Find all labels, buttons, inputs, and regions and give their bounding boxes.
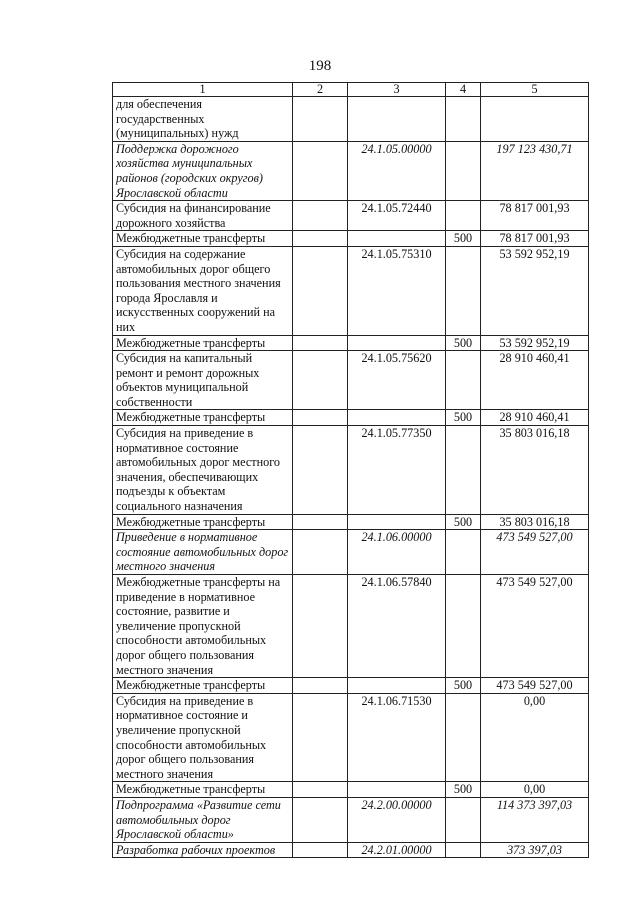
row-amount-cell: 35 803 016,18 <box>481 514 589 530</box>
row-expense-type-cell: 500 <box>446 514 481 530</box>
row-amount-cell: 78 817 001,93 <box>481 201 589 231</box>
row-expense-type-cell: 500 <box>446 678 481 694</box>
row-amount-cell: 197 123 430,71 <box>481 141 589 200</box>
table-row <box>113 141 589 200</box>
table-row <box>113 678 589 694</box>
row-column-2-cell <box>293 530 348 575</box>
row-expense-type-cell: 500 <box>446 782 481 798</box>
row-code-cell <box>348 335 446 351</box>
table-row <box>113 842 589 858</box>
row-name-cell: Субсидия на капитальный ремонт и ремонт дорожных объектов муниципальной собственности <box>113 351 293 410</box>
row-expense-type-cell <box>446 797 481 842</box>
row-expense-type-cell <box>446 246 481 335</box>
row-amount-cell: 373 397,03 <box>481 842 589 858</box>
row-code-cell <box>348 410 446 426</box>
table-row <box>113 575 589 678</box>
row-code-cell: 24.2.00.00000 <box>348 797 446 842</box>
row-column-2-cell <box>293 201 348 231</box>
row-name-cell: Приведение в нормативное состояние автомобильных дорог местного значения <box>113 530 293 575</box>
row-name-cell: Межбюджетные трансферты <box>113 231 293 247</box>
row-code-cell: 24.2.01.00000 <box>348 842 446 858</box>
row-code-cell: 24.1.05.77350 <box>348 426 446 515</box>
row-name-cell: Субсидия на приведение в нормативное состояние автомобильных дорог местного значения, обеспечивающих подъезды к объектам социального назначения <box>113 426 293 515</box>
row-code-cell <box>348 678 446 694</box>
table-row <box>113 231 589 247</box>
row-name-cell: Межбюджетные трансферты <box>113 514 293 530</box>
table-row <box>113 335 589 351</box>
row-amount-cell: 473 549 527,00 <box>481 530 589 575</box>
row-expense-type-cell: 500 <box>446 335 481 351</box>
row-amount-cell: 35 803 016,18 <box>481 426 589 515</box>
row-expense-type-cell: 500 <box>446 410 481 426</box>
row-column-2-cell <box>293 141 348 200</box>
table-row <box>113 530 589 575</box>
column-header-3: 3 <box>348 83 446 97</box>
row-name-cell: Межбюджетные трансферты <box>113 410 293 426</box>
row-column-2-cell <box>293 231 348 247</box>
row-name-cell: Поддержка дорожного хозяйства муниципальных районов (городских округов) Ярославской области <box>113 141 293 200</box>
table-row <box>113 410 589 426</box>
row-name-cell: Межбюджетные трансферты <box>113 782 293 798</box>
row-column-2-cell <box>293 246 348 335</box>
row-amount-cell: 28 910 460,41 <box>481 410 589 426</box>
row-name-cell: Межбюджетные трансферты на приведение в нормативное состояние, развитие и увеличение пропускной способности автомобильных дорог общего пользования местного значения <box>113 575 293 678</box>
row-amount-cell: 53 592 952,19 <box>481 246 589 335</box>
row-amount-cell: 53 592 952,19 <box>481 335 589 351</box>
row-column-2-cell <box>293 426 348 515</box>
table-row <box>113 797 589 842</box>
row-code-cell <box>348 782 446 798</box>
row-expense-type-cell <box>446 201 481 231</box>
row-column-2-cell <box>293 842 348 858</box>
row-amount-cell: 473 549 527,00 <box>481 575 589 678</box>
page-number: 198 <box>308 58 332 74</box>
row-name-cell: Субсидия на приведение в нормативное состояние и увеличение пропускной способности автомобильных дорог общего пользования местного значения <box>113 693 293 782</box>
row-name-cell: Субсидия на финансирование дорожного хозяйства <box>113 201 293 231</box>
row-column-2-cell <box>293 514 348 530</box>
row-name-cell: Подпрограмма «Развитие сети автомобильных дорог Ярославской области» <box>113 797 293 842</box>
row-code-cell: 24.1.05.00000 <box>348 141 446 200</box>
row-name-cell: для обеспечения государственных (муниципальных) нужд <box>113 97 293 142</box>
row-expense-type-cell <box>446 575 481 678</box>
row-expense-type-cell: 500 <box>446 231 481 247</box>
table-body <box>113 97 589 858</box>
row-name-cell: Субсидия на содержание автомобильных дорог общего пользования местного значения города Ярославля и искусственных сооружений на них <box>113 246 293 335</box>
table-row <box>113 514 589 530</box>
row-code-cell <box>348 514 446 530</box>
row-code-cell <box>348 97 446 142</box>
row-column-2-cell <box>293 797 348 842</box>
row-expense-type-cell <box>446 141 481 200</box>
row-code-cell: 24.1.05.72440 <box>348 201 446 231</box>
table-row <box>113 351 589 410</box>
row-name-cell: Разработка рабочих проектов <box>113 842 293 858</box>
row-name-cell: Межбюджетные трансферты <box>113 678 293 694</box>
budget-table <box>112 82 589 858</box>
row-column-2-cell <box>293 693 348 782</box>
table-row <box>113 693 589 782</box>
row-name-cell: Межбюджетные трансферты <box>113 335 293 351</box>
row-amount-cell: 78 817 001,93 <box>481 231 589 247</box>
row-code-cell: 24.1.05.75310 <box>348 246 446 335</box>
table-row <box>113 426 589 515</box>
column-header-1: 1 <box>113 83 293 97</box>
row-expense-type-cell <box>446 426 481 515</box>
column-header-4: 4 <box>446 83 481 97</box>
row-amount-cell <box>481 97 589 142</box>
row-amount-cell: 114 373 397,03 <box>481 797 589 842</box>
row-expense-type-cell <box>446 842 481 858</box>
table-row <box>113 782 589 798</box>
row-amount-cell: 0,00 <box>481 693 589 782</box>
row-amount-cell: 28 910 460,41 <box>481 351 589 410</box>
row-amount-cell: 0,00 <box>481 782 589 798</box>
row-column-2-cell <box>293 575 348 678</box>
table-row <box>113 246 589 335</box>
row-column-2-cell <box>293 410 348 426</box>
row-amount-cell: 473 549 527,00 <box>481 678 589 694</box>
column-header-5: 5 <box>481 83 589 97</box>
row-column-2-cell <box>293 351 348 410</box>
column-header-2: 2 <box>293 83 348 97</box>
row-column-2-cell <box>293 335 348 351</box>
row-code-cell <box>348 231 446 247</box>
row-expense-type-cell <box>446 351 481 410</box>
row-expense-type-cell <box>446 97 481 142</box>
row-code-cell: 24.1.06.57840 <box>348 575 446 678</box>
table-row <box>113 201 589 231</box>
row-code-cell: 24.1.05.75620 <box>348 351 446 410</box>
row-code-cell: 24.1.06.00000 <box>348 530 446 575</box>
table-header-row <box>113 83 589 97</box>
row-column-2-cell <box>293 678 348 694</box>
row-expense-type-cell <box>446 693 481 782</box>
row-expense-type-cell <box>446 530 481 575</box>
row-column-2-cell <box>293 97 348 142</box>
table-row <box>113 97 589 142</box>
row-code-cell: 24.1.06.71530 <box>348 693 446 782</box>
row-column-2-cell <box>293 782 348 798</box>
